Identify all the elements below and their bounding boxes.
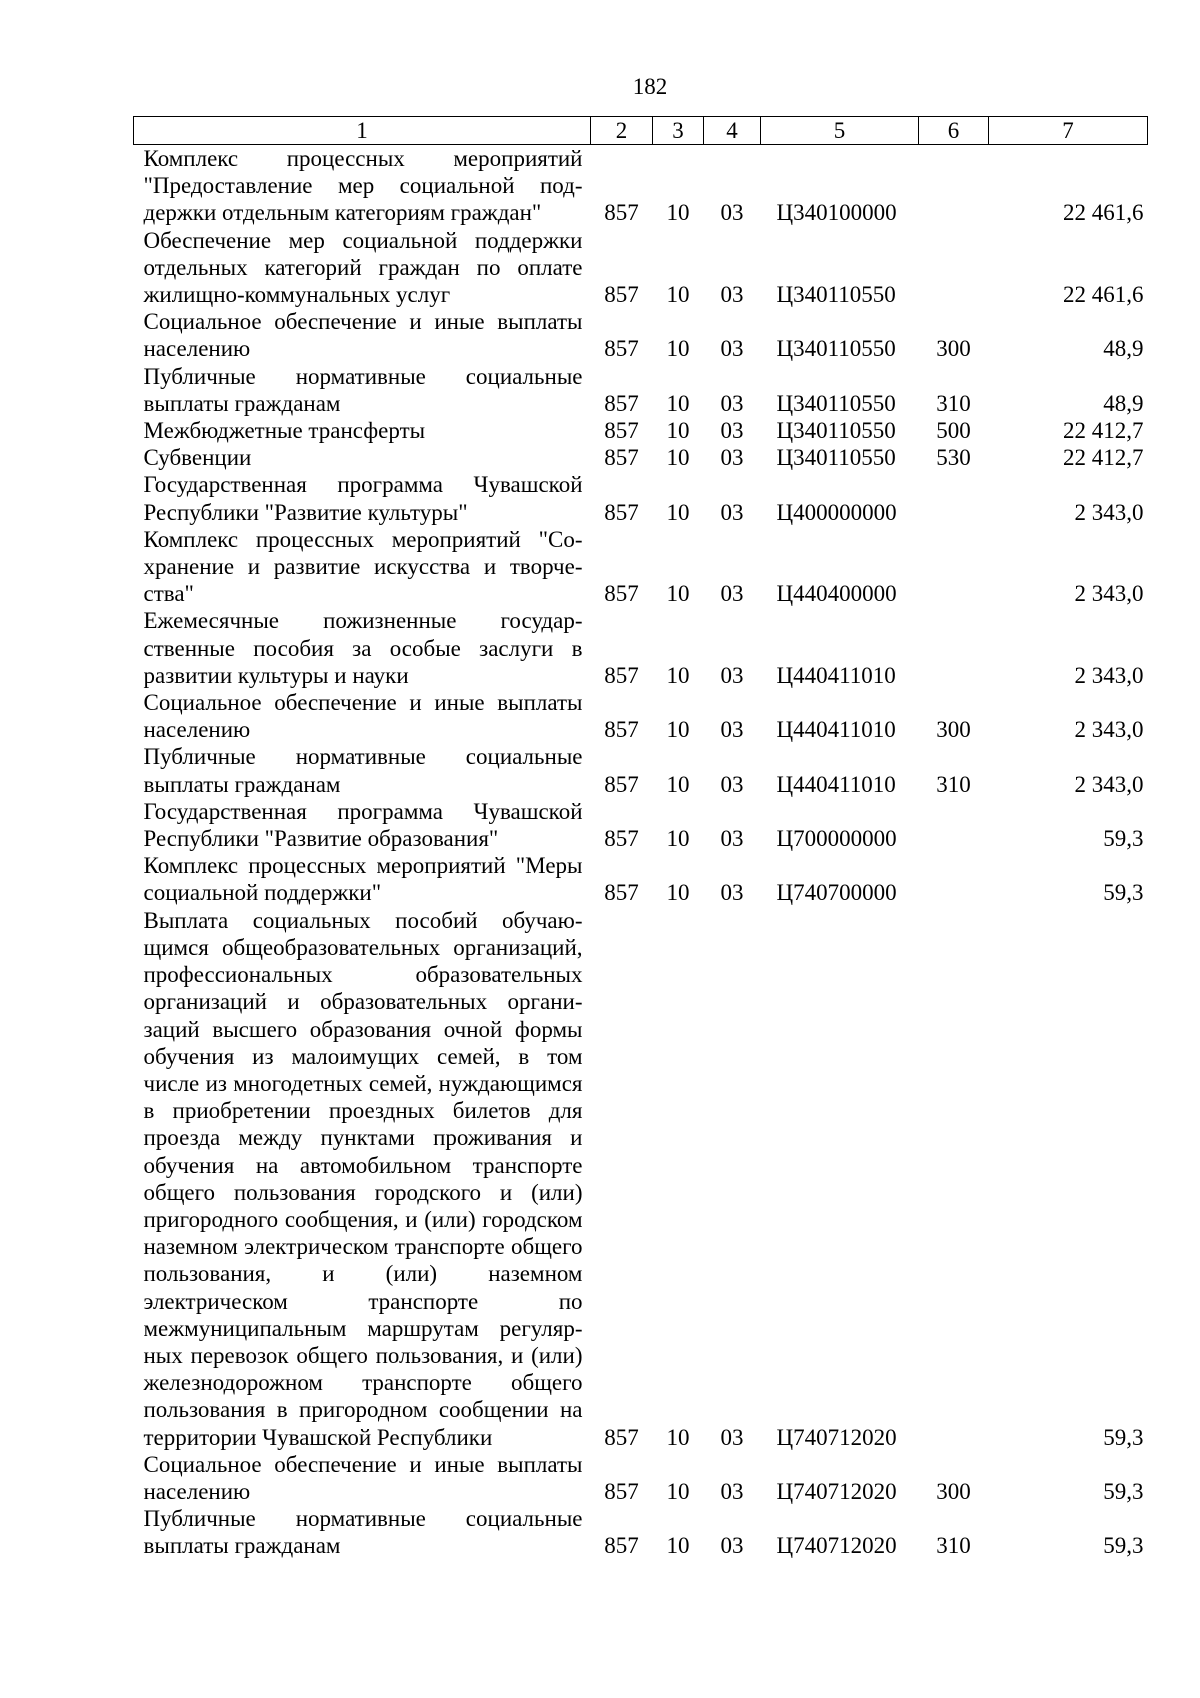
row-ministry-code: 857 [604, 390, 639, 416]
row-expense-type: 300 [936, 336, 971, 362]
row-name: Государственная программа Чувашской Республики "Развитие культуры" [143, 472, 583, 525]
row-expense-type [919, 852, 989, 906]
row-name: Комплекс процессных мероприятий "Предоставление мер социальной поддержки отдельным категориям граждан" [143, 146, 583, 226]
table-row [134, 798, 1148, 852]
budget-table [133, 116, 1148, 1560]
row-amount: 59,3 [1103, 1478, 1144, 1504]
table-row [134, 743, 1148, 797]
row-target-item: Ц740712020 [776, 1424, 897, 1450]
table-row [134, 1505, 1148, 1559]
row-section: 10 [666, 200, 690, 226]
row-subsection: 03 [720, 662, 744, 688]
row-expense-type [919, 145, 989, 227]
row-target-item: Ц340100000 [776, 200, 897, 226]
row-amount: 59,3 [1103, 826, 1144, 852]
row-section: 10 [666, 282, 690, 308]
row-name: Публичные нормативные социальные выплаты гражданам [143, 363, 583, 416]
row-name: Выплата социальных пособий обучающимся общеобразовательных организаций, профессиональных образовательных организаций и образовательных организаций высшего образования очной формы обучения из малоимущих семей, в том числе из многодетных семей, нуждающимся в приобретении проездных билетов для проезда между пунктами проживания и обучения на автомобильном транспорте общего пользования городского и (или) пригородного сообщения, и (или) городском наземном электрическом транспорте общего пользования, и (или) наземном электрическом транспорте по межмуниципальным маршрутам регулярных перевозок общего пользования, и (или) железнодорожном транспорте общего пользования в пригородном сообщении на территории Чувашской Республики [143, 907, 583, 1450]
row-target-item: Ц440400000 [776, 581, 897, 607]
row-ministry-code: 857 [604, 418, 639, 444]
row-ministry-code: 857 [604, 1478, 639, 1504]
row-ministry-code: 857 [604, 581, 639, 607]
row-subsection: 03 [720, 826, 744, 852]
row-section: 10 [666, 662, 690, 688]
row-amount: 2 343,0 [1074, 499, 1144, 525]
row-target-item: Ц740700000 [776, 880, 897, 906]
row-section: 10 [666, 717, 690, 743]
row-name: Комплекс процессных мероприятий "Сохранение и развитие искусства и творчества" [143, 526, 583, 607]
row-amount: 22 461,6 [1063, 200, 1144, 226]
row-ministry-code: 857 [604, 662, 639, 688]
row-target-item: Ц340110550 [776, 445, 896, 471]
row-expense-type: 310 [936, 771, 971, 797]
row-target-item: Ц700000000 [776, 826, 897, 852]
row-target-item: Ц340110550 [776, 336, 896, 362]
header-col-6: 6 [919, 117, 989, 145]
table-row [134, 689, 1148, 743]
row-target-item: Ц440411010 [776, 771, 896, 797]
row-amount: 2 343,0 [1074, 662, 1144, 688]
row-subsection: 03 [720, 390, 744, 416]
row-target-item: Ц740712020 [776, 1533, 897, 1559]
table-row [134, 852, 1148, 906]
row-expense-type: 500 [936, 418, 971, 444]
row-ministry-code: 857 [604, 717, 639, 743]
row-subsection: 03 [720, 717, 744, 743]
row-name: Социальное обеспечение и иные выплаты населению [143, 690, 583, 743]
row-amount: 48,9 [1103, 336, 1144, 362]
row-ministry-code: 857 [604, 200, 639, 226]
row-expense-type [919, 227, 989, 309]
row-amount: 22 461,6 [1063, 282, 1144, 308]
row-subsection: 03 [720, 282, 744, 308]
row-expense-type [919, 798, 989, 852]
row-name: Субвенции [143, 445, 252, 471]
table-row [134, 1451, 1148, 1505]
row-amount: 2 343,0 [1074, 771, 1144, 797]
row-subsection: 03 [720, 1478, 744, 1504]
row-section: 10 [666, 826, 690, 852]
row-ministry-code: 857 [604, 1533, 639, 1559]
header-col-7: 7 [989, 117, 1148, 145]
row-name: Ежемесячные пожизненные государственные пособия за особые заслуги в развитии культуры и науки [143, 608, 583, 688]
table-row [134, 607, 1148, 689]
row-name: Обеспечение мер социальной поддержки отдельных категорий граждан по оплате жилищно-коммунальных услуг [143, 227, 583, 308]
row-section: 10 [666, 336, 690, 362]
header-col-3: 3 [653, 117, 704, 145]
row-name: Публичные нормативные социальные выплаты гражданам [143, 1506, 583, 1559]
table-row [134, 363, 1148, 417]
row-expense-type: 310 [936, 390, 971, 416]
row-ministry-code: 857 [604, 282, 639, 308]
row-amount: 59,3 [1103, 1533, 1144, 1559]
row-target-item: Ц340110550 [776, 282, 896, 308]
header-col-2: 2 [591, 117, 653, 145]
row-expense-type [919, 607, 989, 689]
row-expense-type: 300 [936, 717, 971, 743]
table-body [134, 145, 1148, 1560]
row-name: Комплекс процессных мероприятий "Меры социальной поддержки" [143, 853, 583, 906]
row-target-item: Ц340110550 [776, 390, 896, 416]
table-row [134, 227, 1148, 309]
table-row [134, 308, 1148, 362]
row-ministry-code: 857 [604, 771, 639, 797]
row-amount: 2 343,0 [1074, 581, 1144, 607]
row-section: 10 [666, 499, 690, 525]
row-ministry-code: 857 [604, 880, 639, 906]
row-ministry-code: 857 [604, 445, 639, 471]
row-amount: 59,3 [1103, 1424, 1144, 1450]
row-target-item: Ц340110550 [776, 418, 896, 444]
row-expense-type [919, 907, 989, 1451]
row-section: 10 [666, 1478, 690, 1504]
table-row [134, 526, 1148, 608]
header-col-4: 4 [704, 117, 761, 145]
row-amount: 22 412,7 [1063, 445, 1144, 471]
row-expense-type [919, 526, 989, 608]
row-expense-type [919, 471, 989, 525]
table-row [134, 417, 1148, 444]
table-row [134, 145, 1148, 227]
row-subsection: 03 [720, 771, 744, 797]
header-row [134, 117, 1148, 145]
row-name: Публичные нормативные социальные выплаты гражданам [143, 744, 583, 797]
row-expense-type: 530 [936, 445, 971, 471]
row-subsection: 03 [720, 581, 744, 607]
table-row [134, 907, 1148, 1451]
row-subsection: 03 [720, 1533, 744, 1559]
row-subsection: 03 [720, 1424, 744, 1450]
row-name: Социальное обеспечение и иные выплаты населению [143, 1451, 583, 1504]
row-expense-type: 300 [936, 1478, 971, 1504]
row-target-item: Ц400000000 [776, 499, 897, 525]
row-target-item: Ц440411010 [776, 717, 896, 743]
table-row [134, 471, 1148, 525]
row-section: 10 [666, 880, 690, 906]
row-amount: 2 343,0 [1074, 717, 1144, 743]
row-subsection: 03 [720, 336, 744, 362]
row-section: 10 [666, 1424, 690, 1450]
row-ministry-code: 857 [604, 499, 639, 525]
row-section: 10 [666, 581, 690, 607]
row-section: 10 [666, 390, 690, 416]
header-col-1: 1 [134, 117, 591, 145]
row-amount: 59,3 [1103, 880, 1144, 906]
row-amount: 22 412,7 [1063, 418, 1144, 444]
table-row [134, 444, 1148, 471]
row-section: 10 [666, 445, 690, 471]
row-expense-type: 310 [936, 1533, 971, 1559]
row-ministry-code: 857 [604, 1424, 639, 1450]
row-name: Межбюджетные трансферты [143, 418, 426, 444]
row-subsection: 03 [720, 499, 744, 525]
row-target-item: Ц440411010 [776, 662, 896, 688]
header-col-5: 5 [761, 117, 919, 145]
row-ministry-code: 857 [604, 336, 639, 362]
row-target-item: Ц740712020 [776, 1478, 897, 1504]
page-number: 182 [632, 74, 668, 99]
row-subsection: 03 [720, 880, 744, 906]
table-header [134, 117, 1148, 145]
row-name: Социальное обеспечение и иные выплаты населению [143, 309, 583, 362]
row-subsection: 03 [720, 200, 744, 226]
row-amount: 48,9 [1103, 390, 1144, 416]
row-section: 10 [666, 771, 690, 797]
row-section: 10 [666, 1533, 690, 1559]
row-subsection: 03 [720, 418, 744, 444]
row-section: 10 [666, 418, 690, 444]
row-subsection: 03 [720, 445, 744, 471]
row-ministry-code: 857 [604, 826, 639, 852]
row-name: Государственная программа Чувашской Республики "Развитие образования" [143, 798, 583, 852]
